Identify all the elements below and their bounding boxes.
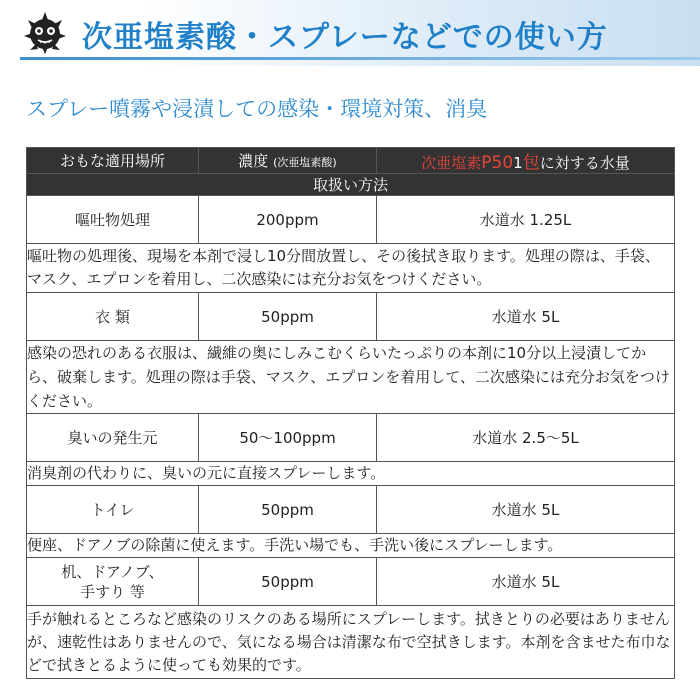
cell-place: 臭いの発生元 xyxy=(27,414,199,462)
cell-method: 消臭剤の代わりに、臭いの元に直接スプレーします。 xyxy=(27,462,675,486)
cell-place: 机、ドアノブ、 手すり 等 xyxy=(27,558,199,606)
header-concentration: 濃度 (次亜塩素酸) xyxy=(199,148,377,174)
usage-table xyxy=(26,147,675,679)
cell-place: 衣 類 xyxy=(27,293,199,341)
table-note-row xyxy=(27,462,675,486)
cell-place: 嘔吐物処理 xyxy=(27,196,199,244)
header-place: おもな適用場所 xyxy=(27,148,199,174)
header-water-amount: 次亜塩素P501包に対する水量 xyxy=(377,148,675,174)
cell-water: 水道水 1.25L xyxy=(377,196,675,244)
table-row xyxy=(27,196,675,244)
table-row xyxy=(27,293,675,341)
cell-method: 便座、ドアノブの除菌に使えます。手洗い場でも、手洗い後にスプレーします。 xyxy=(27,534,675,558)
header-banner xyxy=(0,0,700,66)
table-row xyxy=(27,558,675,606)
cell-water: 水道水 2.5〜5L xyxy=(377,414,675,462)
cell-method: 手が触れるところなど感染のリスクのある場所にスプレーします。拭きとりの必要はありませんが、速乾性はありませんので、気になる場合は清潔な布で空拭きします。本剤を含ませた布巾などで拭きとるように使っても効果的です。 xyxy=(27,606,675,679)
cell-concentration: 50ppm xyxy=(199,486,377,534)
table-note-row xyxy=(27,534,675,558)
header-rule xyxy=(20,57,700,60)
cell-method: 感染の恐れのある衣服は、繊維の奥にしみこむくらいたっぷりの本剤に10分以上浸漬してから、破棄します。処理の際は手袋、マスク、エプロンを着用して、二次感染には充分お気をつけください。 xyxy=(27,341,675,414)
germ-mascot-icon xyxy=(20,6,70,56)
cell-concentration: 50ppm xyxy=(199,293,377,341)
table-row xyxy=(27,414,675,462)
page-title: 次亜塩素酸・スプレーなどでの使い方 xyxy=(82,20,608,55)
cell-method: 嘔吐物の処理後、現場を本剤で浸し10分間放置し、その後拭き取ります。処理の際は、手袋、マスク、エプロンを着用し、二次感染には充分お気をつけください。 xyxy=(27,244,675,293)
cell-concentration: 50〜100ppm xyxy=(199,414,377,462)
cell-water: 水道水 5L xyxy=(377,558,675,606)
cell-water: 水道水 5L xyxy=(377,293,675,341)
cell-concentration: 50ppm xyxy=(199,558,377,606)
cell-concentration: 200ppm xyxy=(199,196,377,244)
table-header-row xyxy=(27,148,675,174)
table-note-row xyxy=(27,244,675,293)
cell-place: トイレ xyxy=(27,486,199,534)
header-method: 取扱い方法 xyxy=(27,174,675,196)
table-row xyxy=(27,486,675,534)
table-note-row xyxy=(27,341,675,414)
product-name-highlight: 次亜塩素P50 xyxy=(421,153,514,173)
table-subheader-row xyxy=(27,174,675,196)
table-note-row xyxy=(27,606,675,679)
section-subtitle: スプレー噴霧や浸漬しての感染・環境対策、消臭 xyxy=(26,97,488,121)
cell-water: 水道水 5L xyxy=(377,486,675,534)
